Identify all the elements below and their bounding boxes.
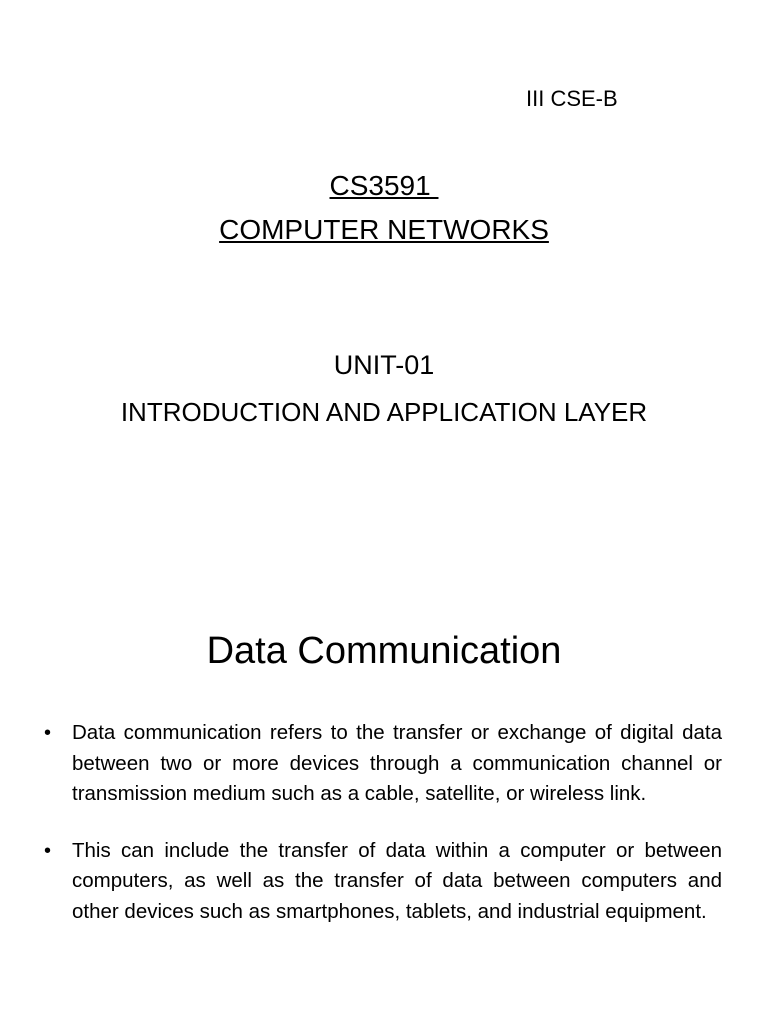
bullet-item [44, 718, 722, 810]
course-title: COMPUTER NETWORKS [219, 214, 549, 245]
content-slide [0, 560, 768, 1024]
bullet-item [44, 836, 722, 928]
section-label: III CSE-B [526, 86, 618, 111]
bullet-text: This can include the transfer of data within a computer or between computers, as well as the transfer of data between computers and other devices such as smartphones, tablets, and industrial equipment. [72, 838, 722, 923]
bullet-icon: • [44, 722, 52, 744]
slide-heading: Data Communication [206, 630, 562, 672]
bullet-text: Data communication refers to the transfer or exchange of digital data between two or more devices through a communication channel or transmission medium such as a cable, satellite, or wireless link. [72, 721, 722, 805]
bullet-icon: • [44, 839, 52, 862]
course-code: CS3591 [329, 170, 439, 201]
unit-title: INTRODUCTION AND APPLICATION LAYER [120, 397, 648, 427]
bullet-list [44, 718, 722, 953]
unit-number: UNIT-01 [333, 350, 435, 380]
